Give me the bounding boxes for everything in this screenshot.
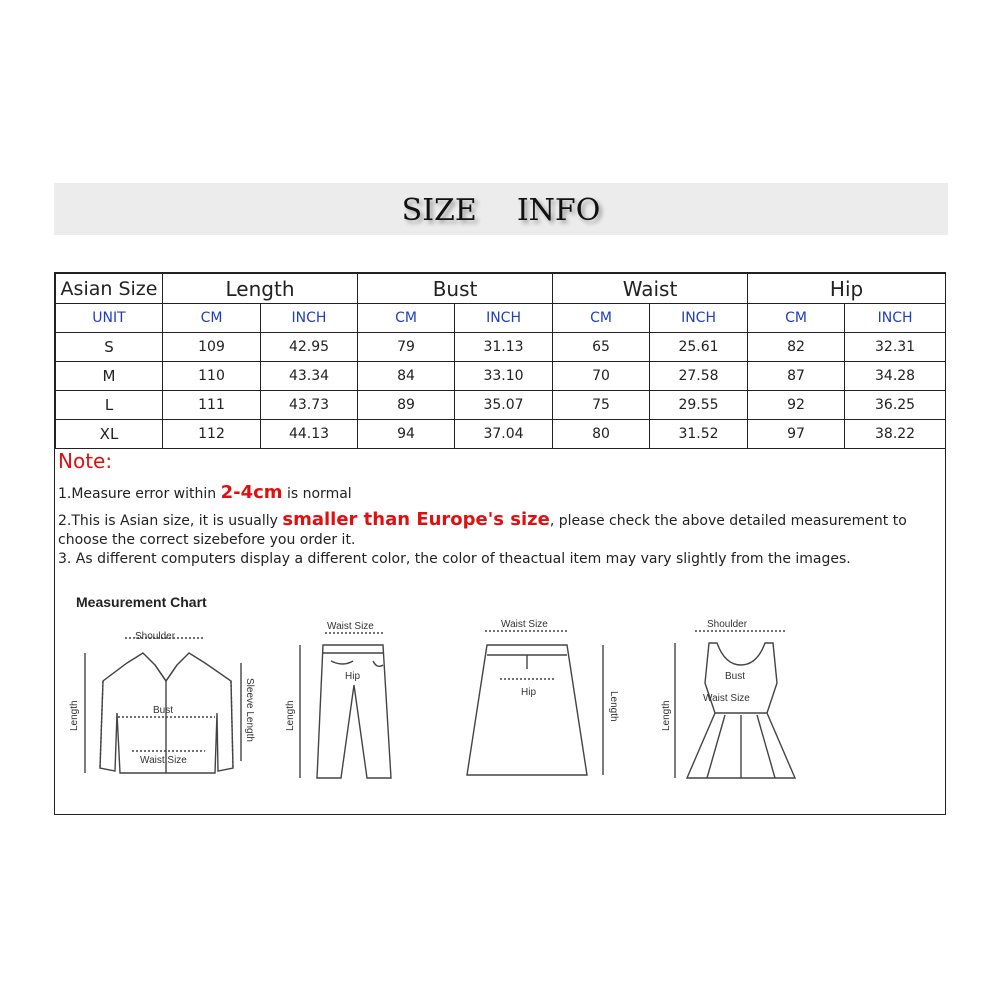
table-cell: 111 (163, 391, 261, 420)
size-cell: M (56, 362, 163, 391)
table-cell: 79 (358, 333, 455, 362)
table-cell: 43.34 (261, 362, 358, 391)
note-1-highlight: 2-4cm (220, 482, 283, 503)
header-length: Length (163, 274, 358, 304)
skirt-hip-label: Hip (521, 687, 537, 698)
size-info-card (54, 272, 946, 815)
table-cell: 29.55 (650, 391, 748, 420)
table-cell: 38.22 (845, 420, 946, 449)
table-cell: 92 (748, 391, 845, 420)
header-waist: Waist (553, 274, 748, 304)
note-2 (58, 510, 942, 550)
table-cell: 97 (748, 420, 845, 449)
note-2-text-end: , please check the above detailed measurement to choose the correct sizebefore you order it. (58, 513, 907, 548)
shirt-shoulder-label: Shoulder (135, 631, 176, 642)
table-row (56, 333, 946, 362)
table-cell: 27.58 (650, 362, 748, 391)
pants-hip-label: Hip (345, 671, 361, 682)
table-unit-row (56, 304, 946, 333)
title-banner (54, 183, 948, 235)
title-word-size: SIZE (401, 193, 477, 228)
dress-waist-label: Waist Size (703, 693, 750, 704)
unit-cell: CM (553, 304, 650, 333)
table-cell: 87 (748, 362, 845, 391)
unit-cell: CM (748, 304, 845, 333)
note-1-text-end: is normal (282, 486, 352, 502)
shirt-sleeve-label: Sleeve Length (244, 678, 255, 742)
table-row (56, 420, 946, 449)
shirt-length-label: Length (69, 700, 80, 731)
table-cell: 65 (553, 333, 650, 362)
header-hip: Hip (748, 274, 946, 304)
table-cell: 44.13 (261, 420, 358, 449)
shirt-bust-label: Bust (153, 705, 174, 716)
note-2-highlight: smaller than Europe's size (282, 509, 550, 530)
header-bust: Bust (358, 274, 553, 304)
skirt-length-label: Length (608, 691, 619, 722)
unit-cell: CM (358, 304, 455, 333)
page-title (54, 193, 948, 228)
skirt-waist-label: Waist Size (501, 619, 548, 630)
table-cell: 75 (553, 391, 650, 420)
table-header-row (56, 274, 946, 304)
unit-cell: INCH (261, 304, 358, 333)
table-cell: 36.25 (845, 391, 946, 420)
table-cell: 89 (358, 391, 455, 420)
table-cell: 84 (358, 362, 455, 391)
pants-icon (317, 645, 391, 778)
table-cell: 109 (163, 333, 261, 362)
table-cell: 94 (358, 420, 455, 449)
table-cell: 33.10 (455, 362, 553, 391)
note-2-text: 2.This is Asian size, it is usually (58, 513, 283, 529)
note-1-text: 1.Measure error within (58, 486, 221, 502)
note-1 (58, 483, 942, 504)
table-cell: 35.07 (455, 391, 553, 420)
table-cell: 112 (163, 420, 261, 449)
table-cell: 34.28 (845, 362, 946, 391)
table-cell: 31.52 (650, 420, 748, 449)
unit-cell: INCH (650, 304, 748, 333)
table-cell: 42.95 (261, 333, 358, 362)
table-row (56, 362, 946, 391)
unit-cell: INCH (455, 304, 553, 333)
note-title: Note: (58, 449, 113, 473)
measurement-chart-title: Measurement Chart (76, 594, 207, 610)
table-row (56, 391, 946, 420)
dress-length-label: Length (661, 700, 672, 731)
table-cell: 25.61 (650, 333, 748, 362)
dress-bust-label: Bust (725, 671, 746, 682)
notes-section (58, 449, 942, 569)
title-word-info: INFO (516, 193, 601, 228)
pants-length-label: Length (285, 700, 296, 731)
table-cell: 80 (553, 420, 650, 449)
unit-cell: CM (163, 304, 261, 333)
shirt-waist-label: Waist Size (140, 755, 187, 766)
table-cell: 70 (553, 362, 650, 391)
size-cell: L (56, 391, 163, 420)
pants-waist-label: Waist Size (327, 621, 374, 632)
size-table (55, 273, 946, 449)
dress-icon (687, 643, 795, 778)
size-cell: XL (56, 420, 163, 449)
skirt-icon (467, 645, 587, 775)
measurement-chart (55, 603, 945, 803)
header-asian-size: Asian Size (56, 274, 163, 304)
dress-shoulder-label: Shoulder (707, 619, 748, 630)
table-cell: 43.73 (261, 391, 358, 420)
table-cell: 32.31 (845, 333, 946, 362)
unit-cell: UNIT (56, 304, 163, 333)
note-3: 3. As different computers display a different color, the color of theactual item may vary slightly from the images. (58, 551, 851, 567)
unit-cell: INCH (845, 304, 946, 333)
table-cell: 31.13 (455, 333, 553, 362)
table-cell: 37.04 (455, 420, 553, 449)
size-cell: S (56, 333, 163, 362)
table-cell: 82 (748, 333, 845, 362)
table-cell: 110 (163, 362, 261, 391)
